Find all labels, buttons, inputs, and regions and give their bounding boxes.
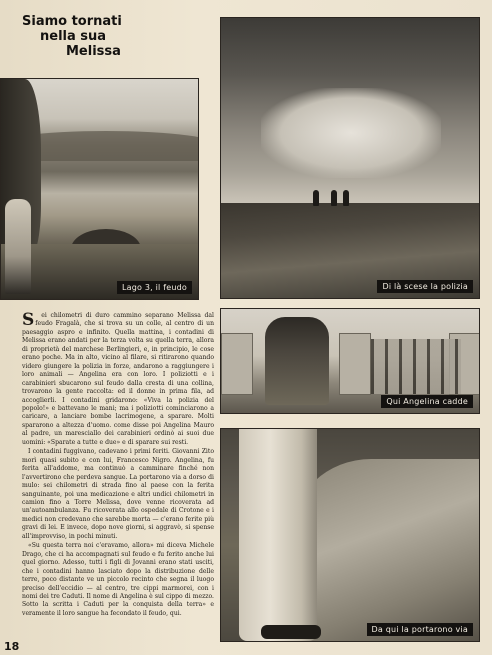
article-paragraph-3: «Su questa terra noi c'eravamo, allora» mi diceva Michele Drago, che ci ha accompagnati sul feudo e fu ferito anche lui quel giorno. Adesso, tutti i figli di Jovanni erano stati usciti, che i contadini hanno lasciato dopo la distribuzione delle terre, poco distante ve un piccolo recinto che segna il luogo preciso dell'eccidio — al centro, tre cippi marmorei, con i nomi dei tre Caduti. Il nome di Angelina è sul cippo di mezzo. Sotto la scritta i Caduti per la conquista della terra» e veramente il loro sangue ha fecondato il feudo, qui.	[22, 542, 214, 617]
photo-trousers-path	[220, 428, 480, 642]
page-number: 18	[4, 640, 20, 653]
title-line-2: nella sua	[40, 29, 107, 44]
article-paragraph-1: Sei chilometri di duro cammino separano Melissa dal feudo Fragalà, che si trova su un colle, al centro di un paesaggio aspro e infinito. Quella mattina, i contadini di Melissa erano andati per la terza volta su quella terra, allora di proprietà del marchese Berlingieri, e, in principio, le cose erano poche. Ma in alto, vicino al filare, si ritirarono quando videro giungere la polizia in forze, andarono a raggiungere i loro animali — Angelina era con loro. I poliziotti e i carabinieri sbucarono sul feudo dalla cresta di una collina, trovarono la gente raccolta: ed il donne in prima fila, ad accoglierli. I contadini gridarono: «Viva la polizia del popolo!» e battevano le mani; ma i poliziotti cominciarono a caricare, a lanciare bombe lacrimogene, a sparare. Molti spararono a altezza d'uomo. come disse poi Angelina Mauro al padre, un maresciallo dei carabinieri ordinò ai suoi due uomini: «Sparate a tutte e due» e di sparare sui resti.	[22, 310, 214, 446]
title-line-1: Siamo tornati	[22, 14, 122, 29]
article-paragraph-2: I contadini fuggivano, cadevano i primi feriti. Giovanni Zito morì quasi subito e con lui, Francesco Nigro. Angelina, fu ferita all'addome, ma continuò a camminare finché non l'avvertirono che perdeva sangue. La portarono via a dorso di mulo: sei chilometri di strada fino al paese con la ferita sanguinante, poi una medicazione e altri undici chilometri in camion fino a Torre Melissa, dove venne ricoverata ad un'autoambulanza. Fu ricoverata allo ospedale di Crotone e i medici non credevano che sarebbe morta — c'erano ferite più gravi di lei. E invece, dopo nove giorni, si aggravò, si spense all'improvviso, in pochi minuti.	[22, 448, 214, 540]
article-title	[22, 14, 202, 59]
photo-hill-sky	[220, 17, 480, 299]
photo-feudo-landscape	[0, 78, 199, 300]
photo-caption-feudo: Lago 3, il feudo	[117, 281, 192, 294]
photo-caption-portarono: Da qui la portarono via	[367, 623, 473, 636]
photo-memorial-gate	[220, 308, 480, 414]
title-line-3: Melissa	[66, 44, 121, 59]
article-body	[22, 312, 214, 618]
photo-caption-angelina: Qui Angelina cadde	[381, 395, 473, 408]
photo-caption-polizia: Di là scese la polizia	[377, 280, 473, 293]
